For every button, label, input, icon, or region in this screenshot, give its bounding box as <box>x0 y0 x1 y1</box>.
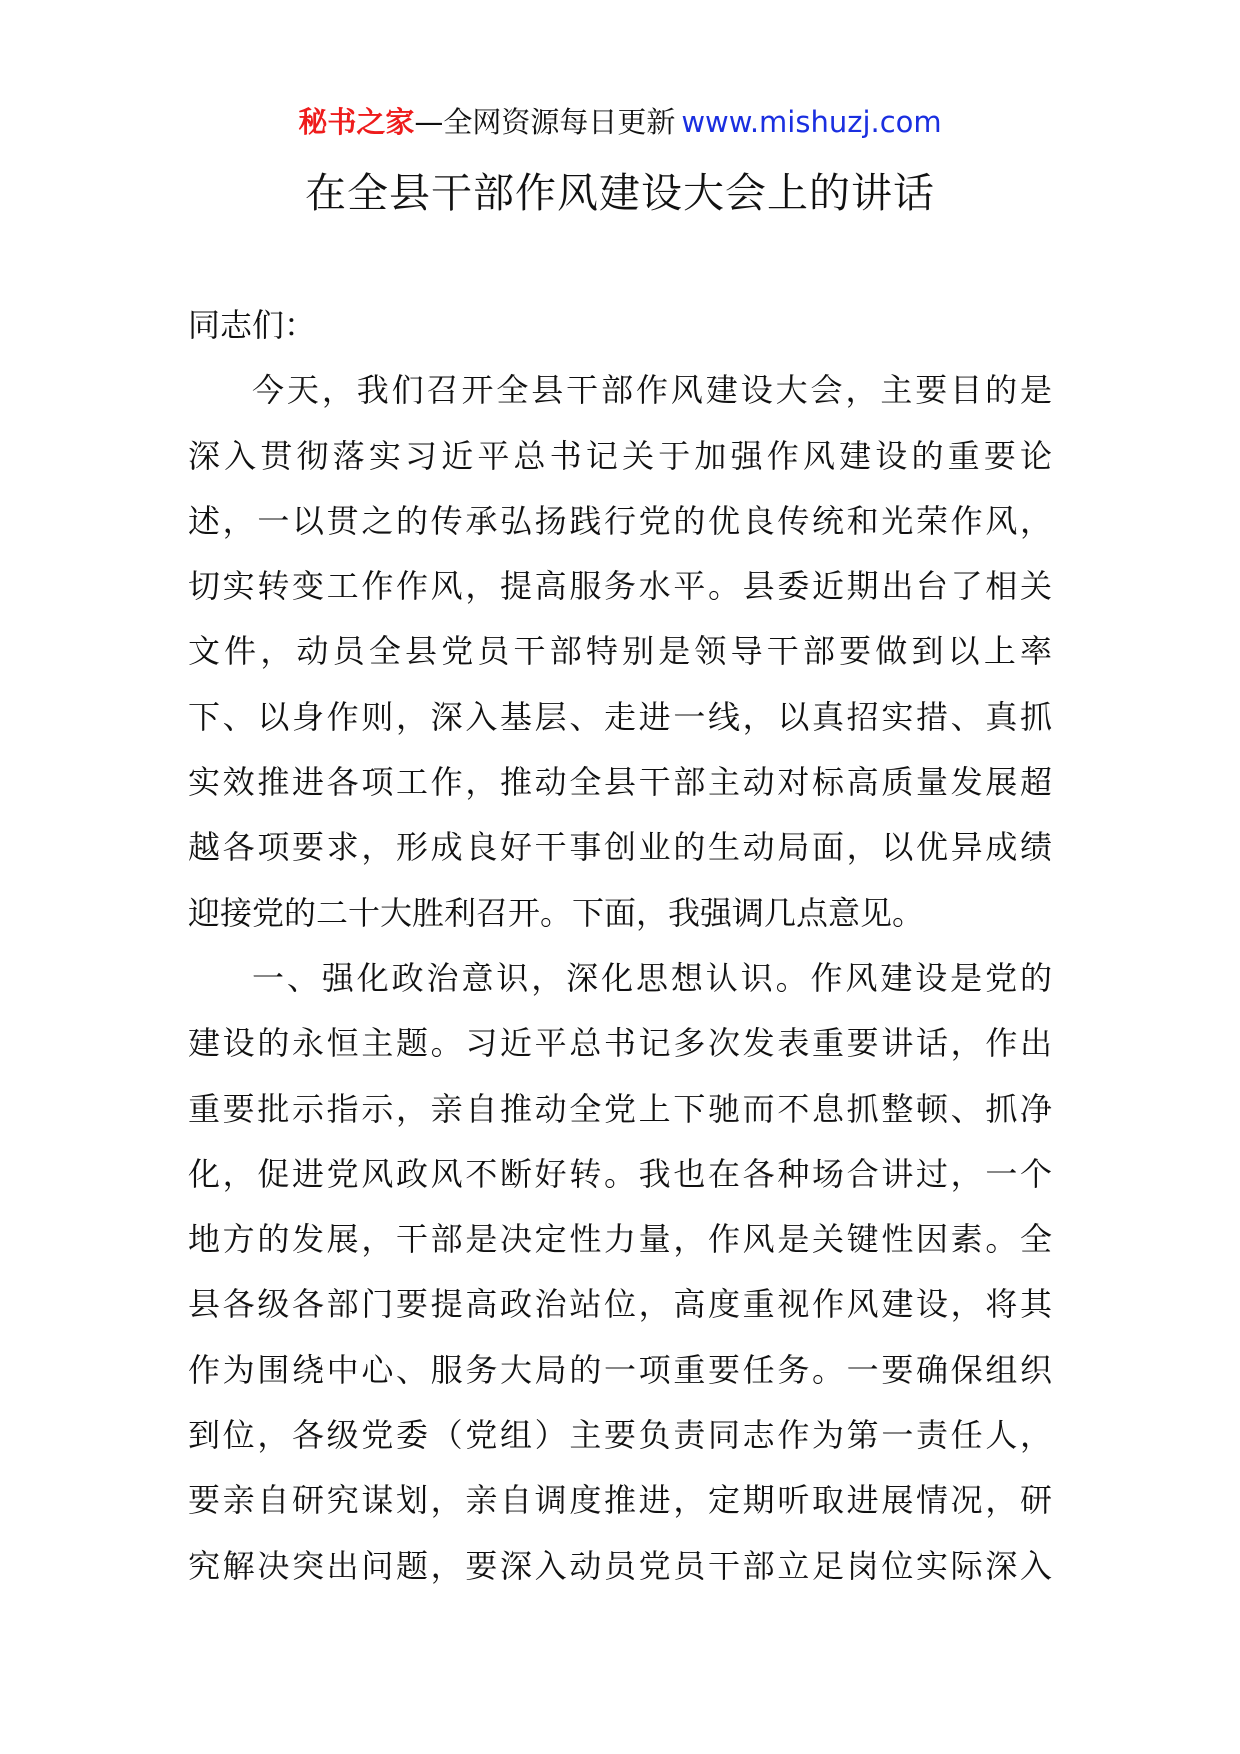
paragraph-line: 要亲自研究谋划，亲自调度推进，定期听取进展情况，研 <box>188 1481 1052 1520</box>
paragraph-line: 到位，各级党委（党组）主要负责同志作为第一责任人， <box>188 1416 1052 1455</box>
document-body <box>188 293 1052 1599</box>
header-tagline: —全网资源每日更新 <box>414 105 676 139</box>
greeting: 同志们： <box>188 306 317 344</box>
paragraph-line: 地方的发展，干部是决定性力量，作风是关键性因素。全 <box>188 1220 1052 1259</box>
paragraph-line: 今天，我们召开全县干部作风建设大会，主要目的是 <box>252 371 1052 410</box>
paragraph-line: 作为围绕中心、服务大局的一项重要任务。一要确保组织 <box>188 1350 1052 1389</box>
paragraph-line: 一、强化政治意识，深化思想认识。作风建设是党的 <box>252 958 1052 997</box>
paragraph-line: 化，促进党风政风不断好转。我也在各种场合讲过，一个 <box>188 1154 1052 1193</box>
paragraph-line: 迎接党的二十大胜利召开。下面，我强调几点意见。 <box>188 893 925 932</box>
paragraph-line: 深入贯彻落实习近平总书记关于加强作风建设的重要论 <box>188 436 1052 475</box>
website-url[interactable]: www.mishuzj.com <box>681 105 942 139</box>
paragraph-line: 建设的永恒主题。习近平总书记多次发表重要讲话，作出 <box>188 1024 1052 1063</box>
paragraph-2 <box>188 946 1052 1599</box>
paragraph-line: 究解决突出问题，要深入动员党员干部立足岗位实际深入 <box>188 1546 1052 1585</box>
watermark-header <box>0 102 1240 142</box>
brand-name: 秘书之家 <box>298 105 415 139</box>
paragraph-line: 重要批示指示，亲自推动全党上下驰而不息抓整顿、抓净 <box>188 1089 1052 1128</box>
paragraph-line: 实效推进各项工作，推动全县干部主动对标高质量发展超 <box>188 763 1052 802</box>
paragraph-line: 下、以身作则，深入基层、走进一线，以真招实措、真抓 <box>188 697 1052 736</box>
paragraph-line: 越各项要求，形成良好干事创业的生动局面，以优异成绩 <box>188 828 1052 867</box>
paragraph-line: 县各级各部门要提高政治站位，高度重视作风建设，将其 <box>188 1285 1052 1324</box>
paragraph-line: 述，一以贯之的传承弘扬践行党的优良传统和光荣作风， <box>188 501 1052 540</box>
paragraph-line: 文件，动员全县党员干部特别是领导干部要做到以上率 <box>188 632 1052 671</box>
document-title: 在全县干部作风建设大会上的讲话 <box>305 169 935 217</box>
paragraph-line: 切实转变工作作风，提高服务水平。县委近期出台了相关 <box>188 567 1052 606</box>
paragraph-1 <box>188 358 1052 946</box>
